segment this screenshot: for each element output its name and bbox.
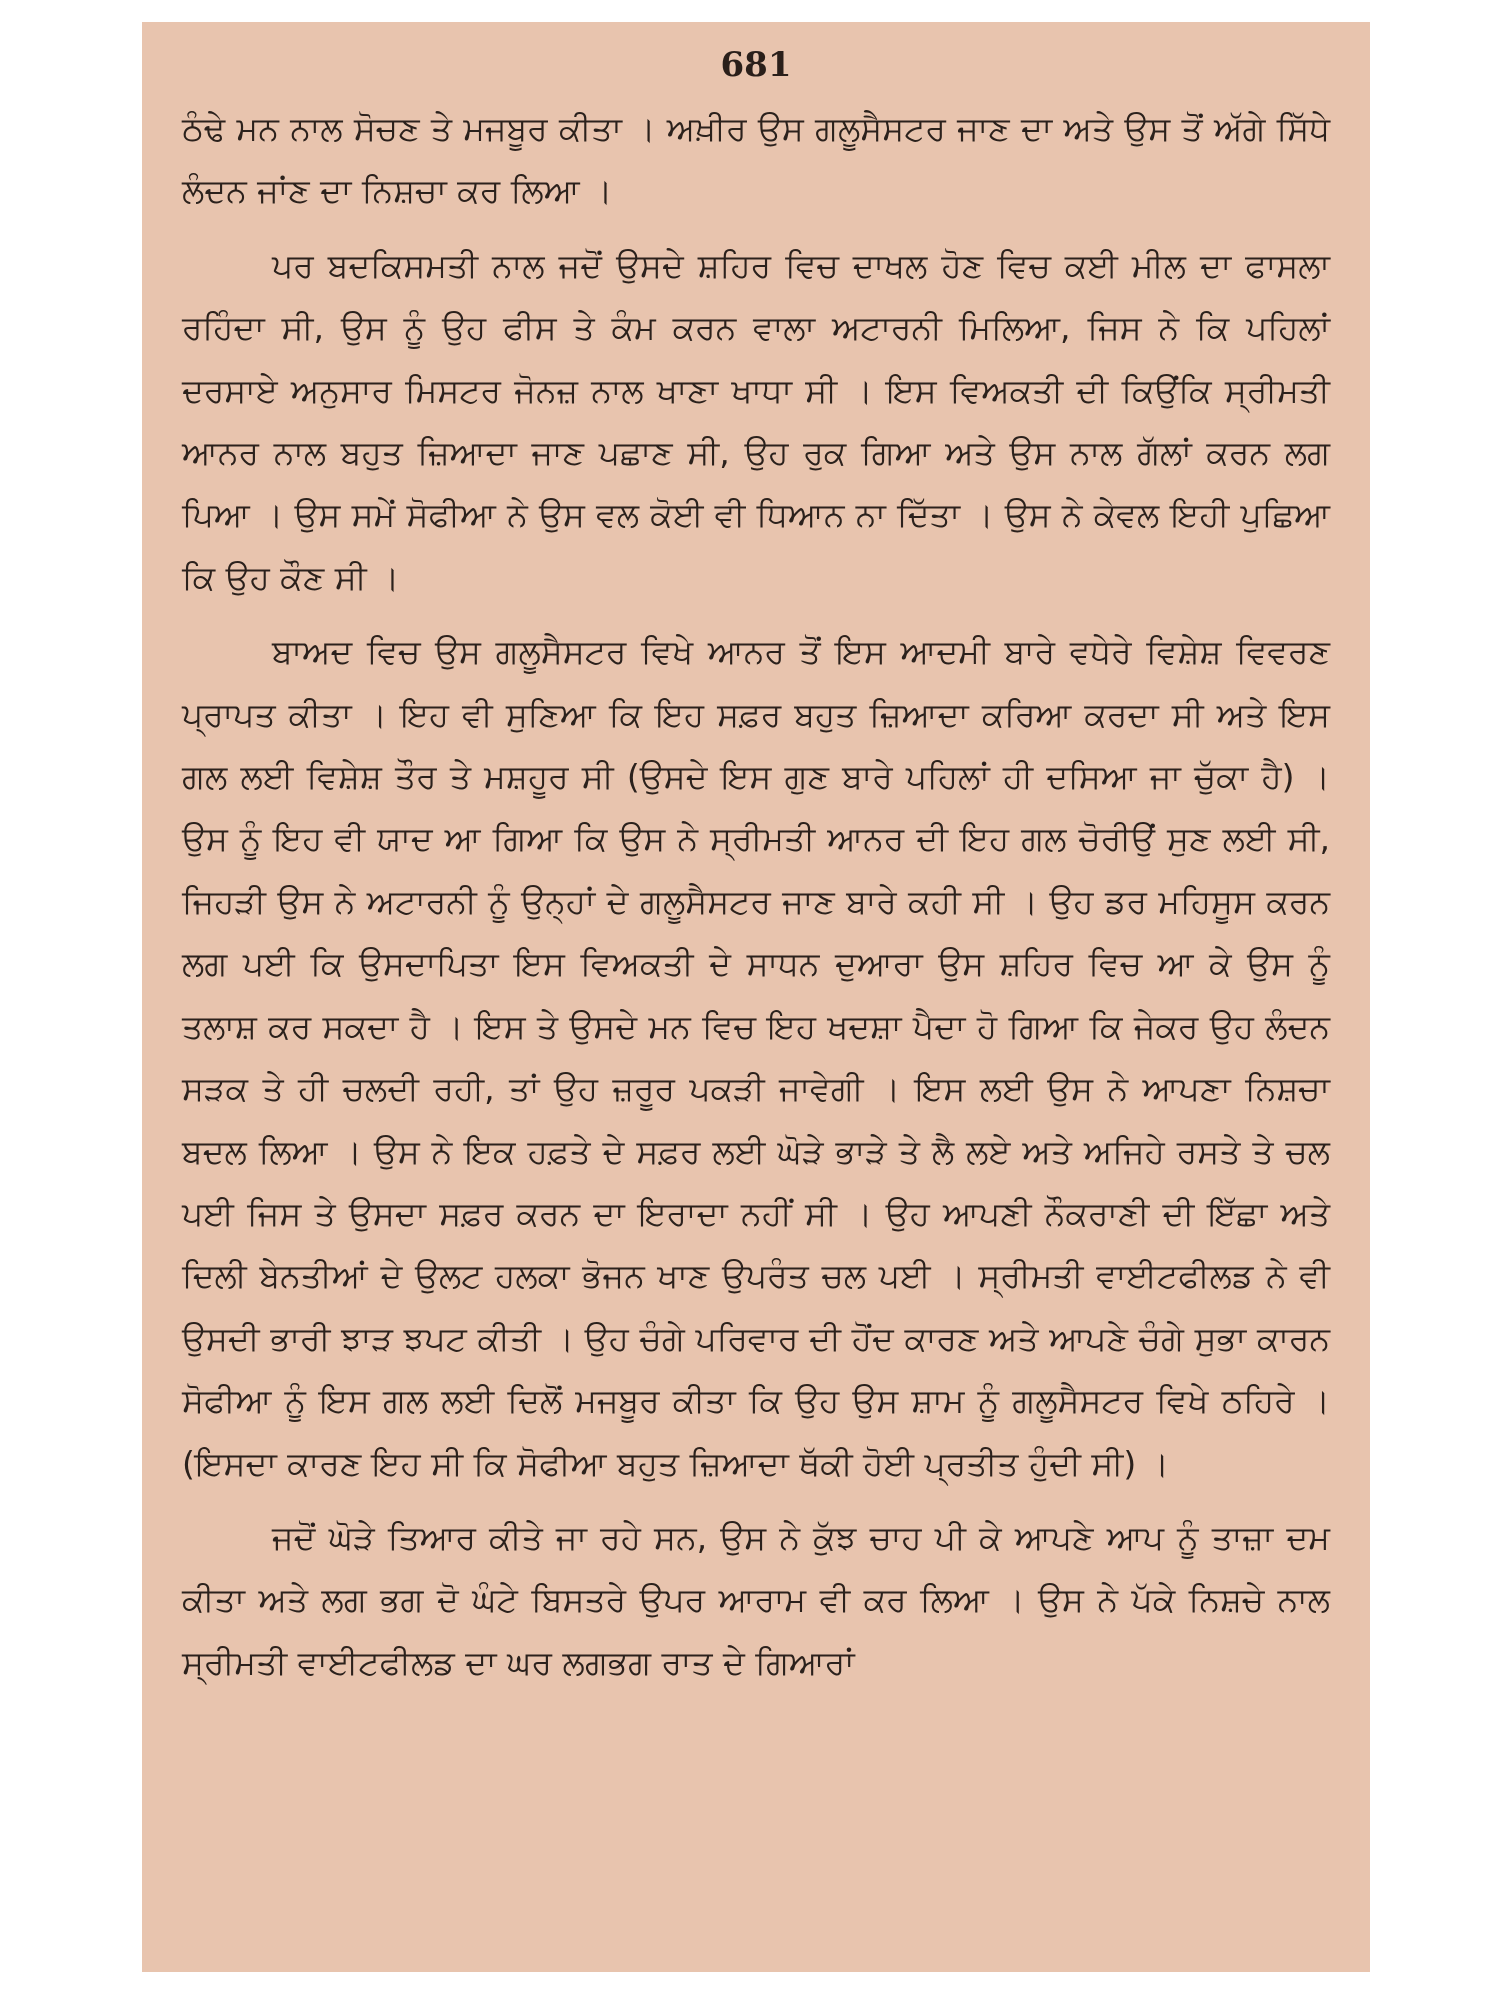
paragraph-1: ਠੰਢੇ ਮਨ ਨਾਲ ਸੋਚਣ ਤੇ ਮਜਬੂਰ ਕੀਤਾ । ਅਖ਼ੀਰ ਉਸ ਗਲੂਸੈਸਟਰ ਜਾਣ ਦਾ ਅਤੇ ਉਸ ਤੋਂ ਅੱਗੇ ਸਿੱਧੇ ਲੰਦਨ ਜਾਂਣ ਦਾ ਨਿਸ਼ਚਾ ਕਰ ਲਿਆ । <box>182 109 1330 211</box>
paragraph-2: ਪਰ ਬਦਕਿਸਮਤੀ ਨਾਲ ਜਦੋਂ ਉਸਦੇ ਸ਼ਹਿਰ ਵਿਚ ਦਾਖਲ ਹੋਣ ਵਿਚ ਕਈ ਮੀਲ ਦਾ ਫਾਸਲਾ ਰਹਿੰਦਾ ਸੀ, ਉਸ ਨੂੰ ਉਹ ਫੀਸ ਤੇ ਕੰਮ ਕਰਨ ਵਾਲਾ ਅਟਾਰਨੀ ਮਿਲਿਆ, ਜਿਸ ਨੇ ਕਿ ਪਹਿਲਾਂ ਦਰਸਾਏ ਅਨੁਸਾਰ ਮਿਸਟਰ ਜੋਨਜ਼ ਨਾਲ ਖਾਣਾ ਖਾਧਾ ਸੀ । ਇਸ ਵਿਅਕਤੀ ਦੀ ਕਿਉਂਕਿ ਸ੍ਰੀਮਤੀ ਆਨਰ ਨਾਲ ਬਹੁਤ ਜ਼ਿਆਦਾ ਜਾਣ ਪਛਾਣ ਸੀ, ਉਹ ਰੁਕ ਗਿਆ ਅਤੇ ਉਸ ਨਾਲ ਗੱਲਾਂ ਕਰਨ ਲਗ ਪਿਆ । ਉਸ ਸਮੇਂ ਸੋਫੀਆ ਨੇ ਉਸ ਵਲ ਕੋਈ ਵੀ ਧਿਆਨ ਨਾ ਦਿੱਤਾ । ਉਸ ਨੇ ਕੇਵਲ ਇਹੀ ਪੁਛਿਆ ਕਿ ਉਹ ਕੌਣ ਸੀ । <box>182 245 1330 597</box>
paragraph-4: ਜਦੋਂ ਘੋੜੇ ਤਿਆਰ ਕੀਤੇ ਜਾ ਰਹੇ ਸਨ, ਉਸ ਨੇ ਕੁੱਝ ਚਾਹ ਪੀ ਕੇ ਆਪਣੇ ਆਪ ਨੂੰ ਤਾਜ਼ਾ ਦਮ ਕੀਤਾ ਅਤੇ ਲਗ ਭਗ ਦੋ ਘੰਟੇ ਬਿਸਤਰੇ ਉਪਰ ਆਰਾਮ ਵੀ ਕਰ ਲਿਆ । ਉਸ ਨੇ ਪੱਕੇ ਨਿਸ਼ਚੇ ਨਾਲ ਸ੍ਰੀਮਤੀ ਵਾਈਟਫੀਲਡ ਦਾ ਘਰ ਲਗਭਗ ਰਾਤ ਦੇ ਗਿਆਰਾਂ <box>182 1517 1330 1682</box>
page-number: 681 <box>720 45 792 85</box>
book-page <box>142 22 1370 1972</box>
paragraph-3: ਬਾਅਦ ਵਿਚ ਉਸ ਗਲੂਸੈਸਟਰ ਵਿਖੇ ਆਨਰ ਤੋਂ ਇਸ ਆਦਮੀ ਬਾਰੇ ਵਧੇਰੇ ਵਿਸ਼ੇਸ਼ ਵਿਵਰਣ ਪ੍ਰਾਪਤ ਕੀਤਾ । ਇਹ ਵੀ ਸੁਣਿਆ ਕਿ ਇਹ ਸਫ਼ਰ ਬਹੁਤ ਜ਼ਿਆਦਾ ਕਰਿਆ ਕਰਦਾ ਸੀ ਅਤੇ ਇਸ ਗਲ ਲਈ ਵਿਸ਼ੇਸ਼ ਤੌਰ ਤੇ ਮਸ਼ਹੂਰ ਸੀ (ਉਸਦੇ ਇਸ ਗੁਣ ਬਾਰੇ ਪਹਿਲਾਂ ਹੀ ਦਸਿਆ ਜਾ ਚੁੱਕਾ ਹੈ) । ਉਸ ਨੂੰ ਇਹ ਵੀ ਯਾਦ ਆ ਗਿਆ ਕਿ ਉਸ ਨੇ ਸ੍ਰੀਮਤੀ ਆਨਰ ਦੀ ਇਹ ਗਲ ਚੋਰੀਉਂ ਸੁਣ ਲਈ ਸੀ, ਜਿਹੜੀ ਉਸ ਨੇ ਅਟਾਰਨੀ ਨੂੰ ਉਨ੍ਹਾਂ ਦੇ ਗਲੂਸੈਸਟਰ ਜਾਣ ਬਾਰੇ ਕਹੀ ਸੀ । ਉਹ ਡਰ ਮਹਿਸੂਸ ਕਰਨ ਲਗ ਪਈ ਕਿ ਉਸਦਾਪਿਤਾ ਇਸ ਵਿਅਕਤੀ ਦੇ ਸਾਧਨ ਦੁਆਰਾ ਉਸ ਸ਼ਹਿਰ ਵਿਚ ਆ ਕੇ ਉਸ ਨੂੰ ਤਲਾਸ਼ ਕਰ ਸਕਦਾ ਹੈ । ਇਸ ਤੇ ਉਸਦੇ ਮਨ ਵਿਚ ਇਹ ਖਦਸ਼ਾ ਪੈਦਾ ਹੋ ਗਿਆ ਕਿ ਜੇਕਰ ਉਹ ਲੰਦਨ ਸੜਕ ਤੇ ਹੀ ਚਲਦੀ ਰਹੀ, ਤਾਂ ਉਹ ਜ਼ਰੂਰ ਪਕੜੀ ਜਾਵੇਗੀ । ਇਸ ਲਈ ਉਸ ਨੇ ਆਪਣਾ ਨਿਸ਼ਚਾ ਬਦਲ ਲਿਆ । ਉਸ ਨੇ ਇਕ ਹਫ਼ਤੇ ਦੇ ਸਫ਼ਰ ਲਈ ਘੋੜੇ ਭਾੜੇ ਤੇ ਲੈ ਲਏ ਅਤੇ ਅਜਿਹੇ ਰਸਤੇ ਤੇ ਚਲ ਪਈ ਜਿਸ ਤੇ ਉਸਦਾ ਸਫ਼ਰ ਕਰਨ ਦਾ ਇਰਾਦਾ ਨਹੀਂ ਸੀ । ਉਹ ਆਪਣੀ ਨੌਕਰਾਣੀ ਦੀ ਇੱਛਾ ਅਤੇ ਦਿਲੀ ਬੇਨਤੀਆਂ ਦੇ ਉਲਟ ਹਲਕਾ ਭੋਜਨ ਖਾਣ ਉਪਰੰਤ ਚਲ ਪਈ । ਸ੍ਰੀਮਤੀ ਵਾਈਟਫੀਲਡ ਨੇ ਵੀ ਉਸਦੀ ਭਾਰੀ ਝਾੜ ਝਪਟ ਕੀਤੀ । ਉਹ ਚੰਗੇ ਪਰਿਵਾਰ ਦੀ ਹੋਂਦ ਕਾਰਣ ਅਤੇ ਆਪਣੇ ਚੰਗੇ ਸੁਭਾ ਕਾਰਨ ਸੋਫੀਆ ਨੂੰ ਇਸ ਗਲ ਲਈ ਦਿਲੋਂ ਮਜਬੂਰ ਕੀਤਾ ਕਿ ਉਹ ਉਸ ਸ਼ਾਮ ਨੂੰ ਗਲੂਸੈਸਟਰ ਵਿਖੇ ਠਹਿਰੇ । (ਇਸਦਾ ਕਾਰਣ ਇਹ ਸੀ ਕਿ ਸੋਫੀਆ ਬਹੁਤ ਜ਼ਿਆਦਾ ਥੱਕੀ ਹੋਈ ਪ੍ਰਤੀਤ ਹੁੰਦੀ ਸੀ) । <box>182 632 1330 1483</box>
